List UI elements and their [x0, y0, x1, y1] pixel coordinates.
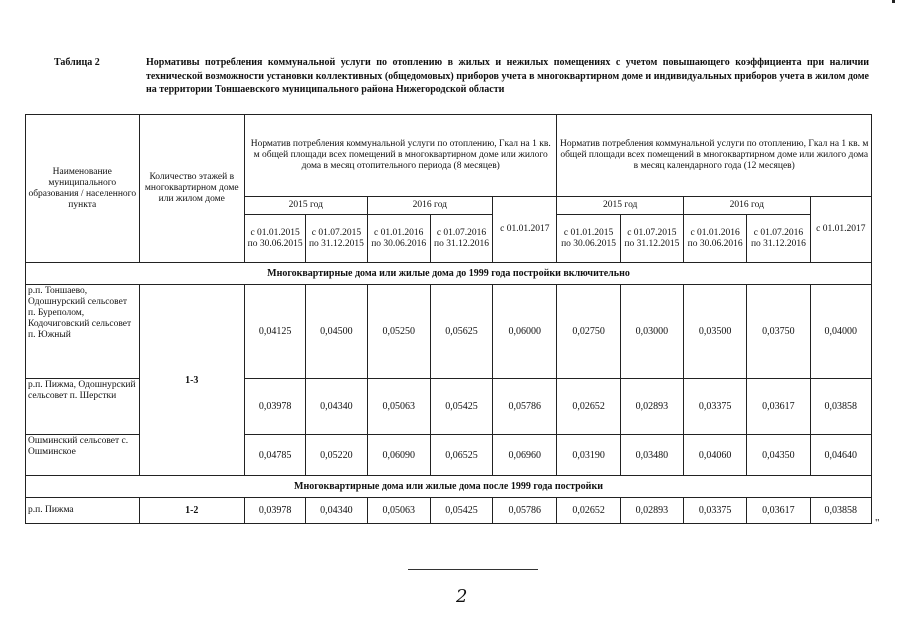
period-header-2017: с 01.01.2017	[810, 197, 871, 263]
period-header: с 01.01.2015 по 30.06.2015	[245, 215, 306, 263]
value-cell: 0,03375	[684, 498, 747, 524]
period-header: с 01.07.2015 по 31.12.2015	[306, 215, 367, 263]
value-cell: 0,03750	[747, 285, 810, 379]
section-header-before-1999: Многоквартирные дома или жилые дома до 1999 года постройки включительно	[26, 263, 872, 285]
value-cell: 0,04340	[306, 379, 367, 435]
closing-quote: "	[875, 517, 880, 529]
period-header: с 01.01.2015 по 30.06.2015	[557, 215, 620, 263]
value-cell: 0,06960	[493, 435, 557, 476]
value-cell: 0,05250	[367, 285, 430, 379]
value-cell: 0,02893	[620, 498, 683, 524]
value-cell: 0,04640	[810, 435, 871, 476]
period-header: с 01.07.2016 по 31.12.2016	[430, 215, 492, 263]
place-name: р.п. Пижма, Одошнурский сельсовет п. Шерстки	[26, 379, 140, 435]
year-header-2016: 2016 год	[367, 197, 493, 215]
value-cell: 0,05786	[493, 498, 557, 524]
group-header-heating-period: Норматив потребления коммунальной услуги по отоплению, Гкал на 1 кв. м общей площади всех помещений в многоквартирном доме или жилого дома в месяц отопительного периода (8 месяцев)	[245, 115, 557, 197]
norms-table	[25, 114, 872, 524]
place-name: Ошминский сельсовет с. Ошминское	[26, 435, 140, 476]
place-name: р.п. Тоншаево, Одошнурский сельсовет п. Буреполом, Кодочиговский сельсовет п. Южный	[26, 285, 140, 379]
value-cell: 0,05786	[493, 379, 557, 435]
floors-value: 1-2	[139, 498, 244, 524]
value-cell: 0,03858	[810, 379, 871, 435]
place-name: р.п. Пижма	[26, 498, 140, 524]
value-cell: 0,03617	[747, 498, 810, 524]
value-cell: 0,04350	[747, 435, 810, 476]
value-cell: 0,03978	[245, 379, 306, 435]
value-cell: 0,05625	[430, 285, 492, 379]
value-cell: 0,02750	[557, 285, 620, 379]
period-header: с 01.07.2015 по 31.12.2015	[620, 215, 683, 263]
scan-mark	[892, 0, 895, 3]
value-cell: 0,06525	[430, 435, 492, 476]
value-cell: 0,04000	[810, 285, 871, 379]
value-cell: 0,03858	[810, 498, 871, 524]
period-header: с 01.01.2016 по 30.06.2016	[367, 215, 430, 263]
year-header-2016: 2016 год	[684, 197, 811, 215]
value-cell: 0,03500	[684, 285, 747, 379]
value-cell: 0,04500	[306, 285, 367, 379]
col-header-floors: Количество этажей в многоквартирном доме или жилом доме	[139, 115, 244, 263]
floors-value: 1-3	[139, 285, 244, 476]
value-cell: 0,03617	[747, 379, 810, 435]
value-cell: 0,05425	[430, 498, 492, 524]
value-cell: 0,03000	[620, 285, 683, 379]
value-cell: 0,06090	[367, 435, 430, 476]
year-header-2015: 2015 год	[245, 197, 368, 215]
value-cell: 0,05063	[367, 379, 430, 435]
period-header: с 01.07.2016 по 31.12.2016	[747, 215, 810, 263]
table-title: Нормативы потребления коммунальной услуги по отоплению в жилых и нежилых помещениях с учетом повышающего коэффициента при наличии технической возможности установки коллективных (общедомовых) приборов учета в многоквартирном доме и индивидуальных приборов учета в жилом доме на территории Тоншаевского муниципального района Нижегородской области	[146, 57, 869, 95]
period-header: с 01.01.2016 по 30.06.2016	[684, 215, 747, 263]
period-header-2017: с 01.01.2017	[493, 197, 557, 263]
value-cell: 0,03978	[245, 498, 306, 524]
table-header	[54, 56, 869, 97]
page-number: 2	[456, 586, 468, 607]
value-cell: 0,02652	[557, 498, 620, 524]
year-header-2015: 2015 год	[557, 197, 684, 215]
footer-divider	[408, 569, 538, 570]
value-cell: 0,03190	[557, 435, 620, 476]
value-cell: 0,05220	[306, 435, 367, 476]
value-cell: 0,06000	[493, 285, 557, 379]
group-header-calendar-year: Норматив потребления коммунальной услуги по отоплению, Гкал на 1 кв. м общей площади всех помещений в многоквартирном доме или жилого дома в месяц календарного года (12 месяцев)	[557, 115, 872, 197]
value-cell: 0,05425	[430, 379, 492, 435]
value-cell: 0,04785	[245, 435, 306, 476]
col-header-name: Наименование муниципального образования / населенного пункта	[26, 115, 140, 263]
value-cell: 0,02893	[620, 379, 683, 435]
section-header-after-1999: Многоквартирные дома или жилые дома после 1999 года постройки	[26, 476, 872, 498]
table-label: Таблица 2	[54, 57, 100, 68]
value-cell: 0,05063	[367, 498, 430, 524]
value-cell: 0,04060	[684, 435, 747, 476]
value-cell: 0,02652	[557, 379, 620, 435]
value-cell: 0,04340	[306, 498, 367, 524]
value-cell: 0,04125	[245, 285, 306, 379]
value-cell: 0,03375	[684, 379, 747, 435]
value-cell: 0,03480	[620, 435, 683, 476]
